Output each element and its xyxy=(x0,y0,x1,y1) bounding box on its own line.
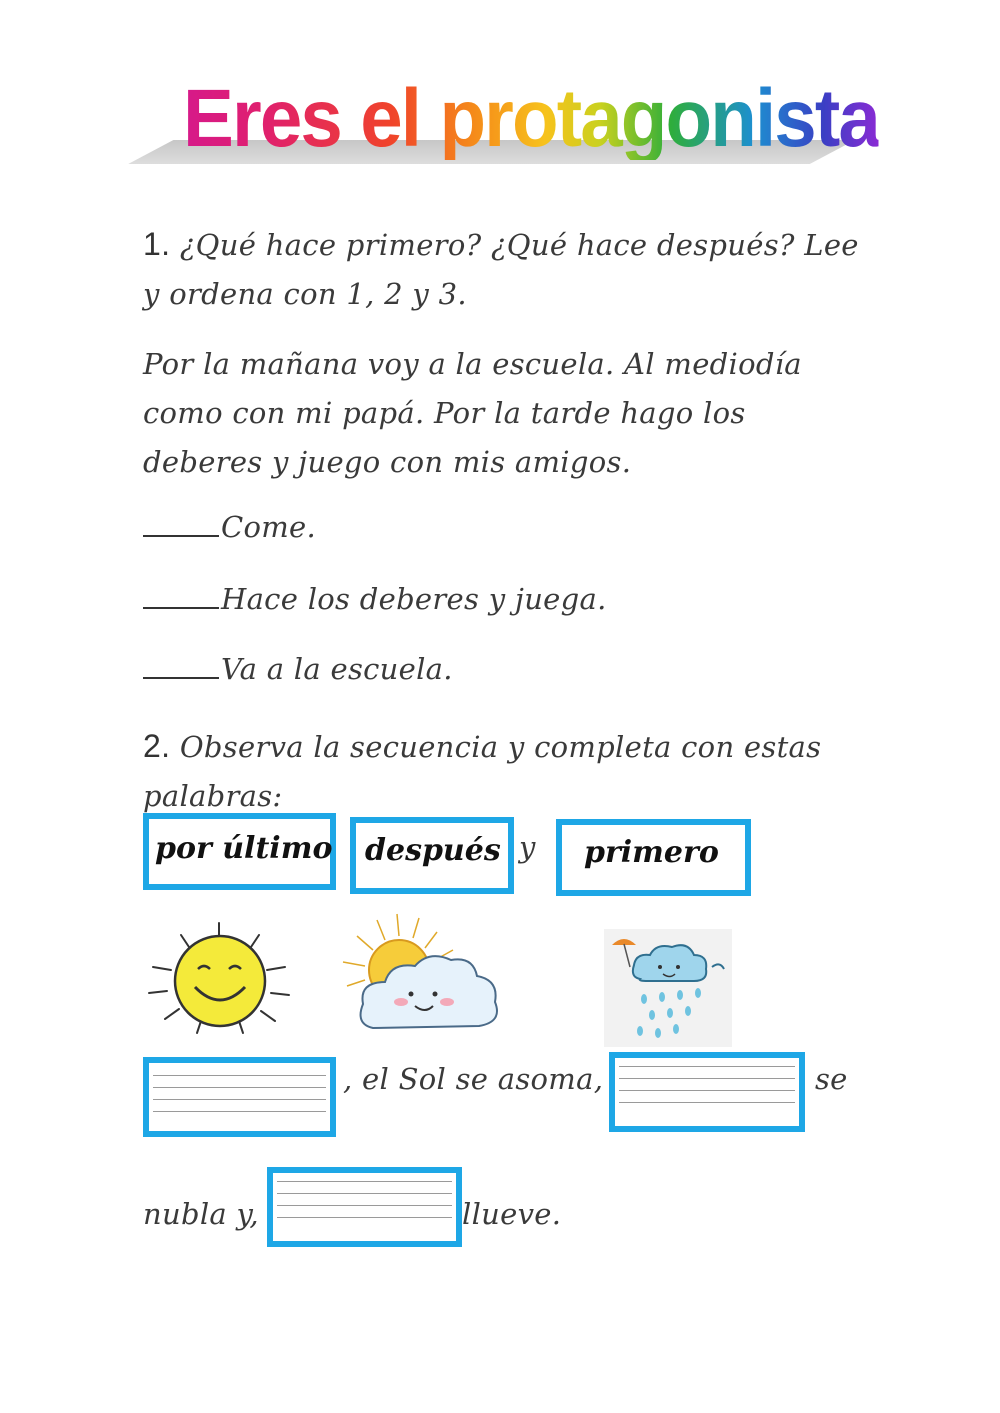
q1-answer-blank[interactable] xyxy=(143,585,219,609)
word-label: primero xyxy=(584,835,719,870)
q1-number: 1. xyxy=(143,226,171,262)
q2-prompt-line2: palabras: xyxy=(143,779,283,813)
q1-item xyxy=(143,652,453,686)
q1-prompt xyxy=(143,220,863,319)
q1-item-text: Hace los deberes y juega. xyxy=(221,582,607,616)
word-label: después xyxy=(365,833,501,868)
title-block xyxy=(145,73,879,188)
rain-cloud-icon xyxy=(604,929,732,1047)
word-box-primero[interactable] xyxy=(556,819,751,896)
q1-prompt-line1: ¿Qué hace primero? ¿Qué hace después? Lee xyxy=(179,228,859,262)
q1-story xyxy=(143,340,863,487)
word-connector: y xyxy=(519,830,536,864)
sentence-part-2: se xyxy=(815,1062,848,1096)
q1-item xyxy=(143,582,607,616)
word-label: por último xyxy=(155,831,333,866)
sentence-part-1: , el Sol se asoma, xyxy=(343,1062,604,1096)
q1-item xyxy=(143,510,316,544)
sentence-part-4: llueve. xyxy=(462,1197,562,1231)
page-title: Eres el protagonista xyxy=(183,73,879,164)
sentence-part-3: nubla y, xyxy=(143,1197,259,1231)
answer-box-1[interactable] xyxy=(143,1057,336,1137)
answer-box-3[interactable] xyxy=(267,1167,462,1247)
q1-item-text: Come. xyxy=(221,510,317,544)
q1-answer-blank[interactable] xyxy=(143,655,219,679)
q1-item-text: Va a la escuela. xyxy=(221,652,453,686)
q1-story-line3: deberes y juego con mis amigos. xyxy=(143,445,632,479)
q2-prompt xyxy=(143,722,863,821)
q2-number: 2. xyxy=(143,728,171,764)
sun-cloud-icon xyxy=(335,910,515,1045)
q1-story-line1: Por la mañana voy a la escuela. Al mediodía xyxy=(143,347,802,381)
q1-story-line2: como con mi papá. Por la tarde hago los xyxy=(143,396,746,430)
q1-prompt-line2: y ordena con 1, 2 y 3. xyxy=(143,277,467,311)
q1-answer-blank[interactable] xyxy=(143,513,219,537)
answer-box-2[interactable] xyxy=(609,1052,805,1132)
q2-prompt-line1: Observa la secuencia y completa con estas xyxy=(179,730,822,764)
word-box-despues[interactable] xyxy=(350,817,514,894)
word-box-por-ultimo[interactable] xyxy=(143,813,336,890)
sun-icon xyxy=(143,915,293,1035)
